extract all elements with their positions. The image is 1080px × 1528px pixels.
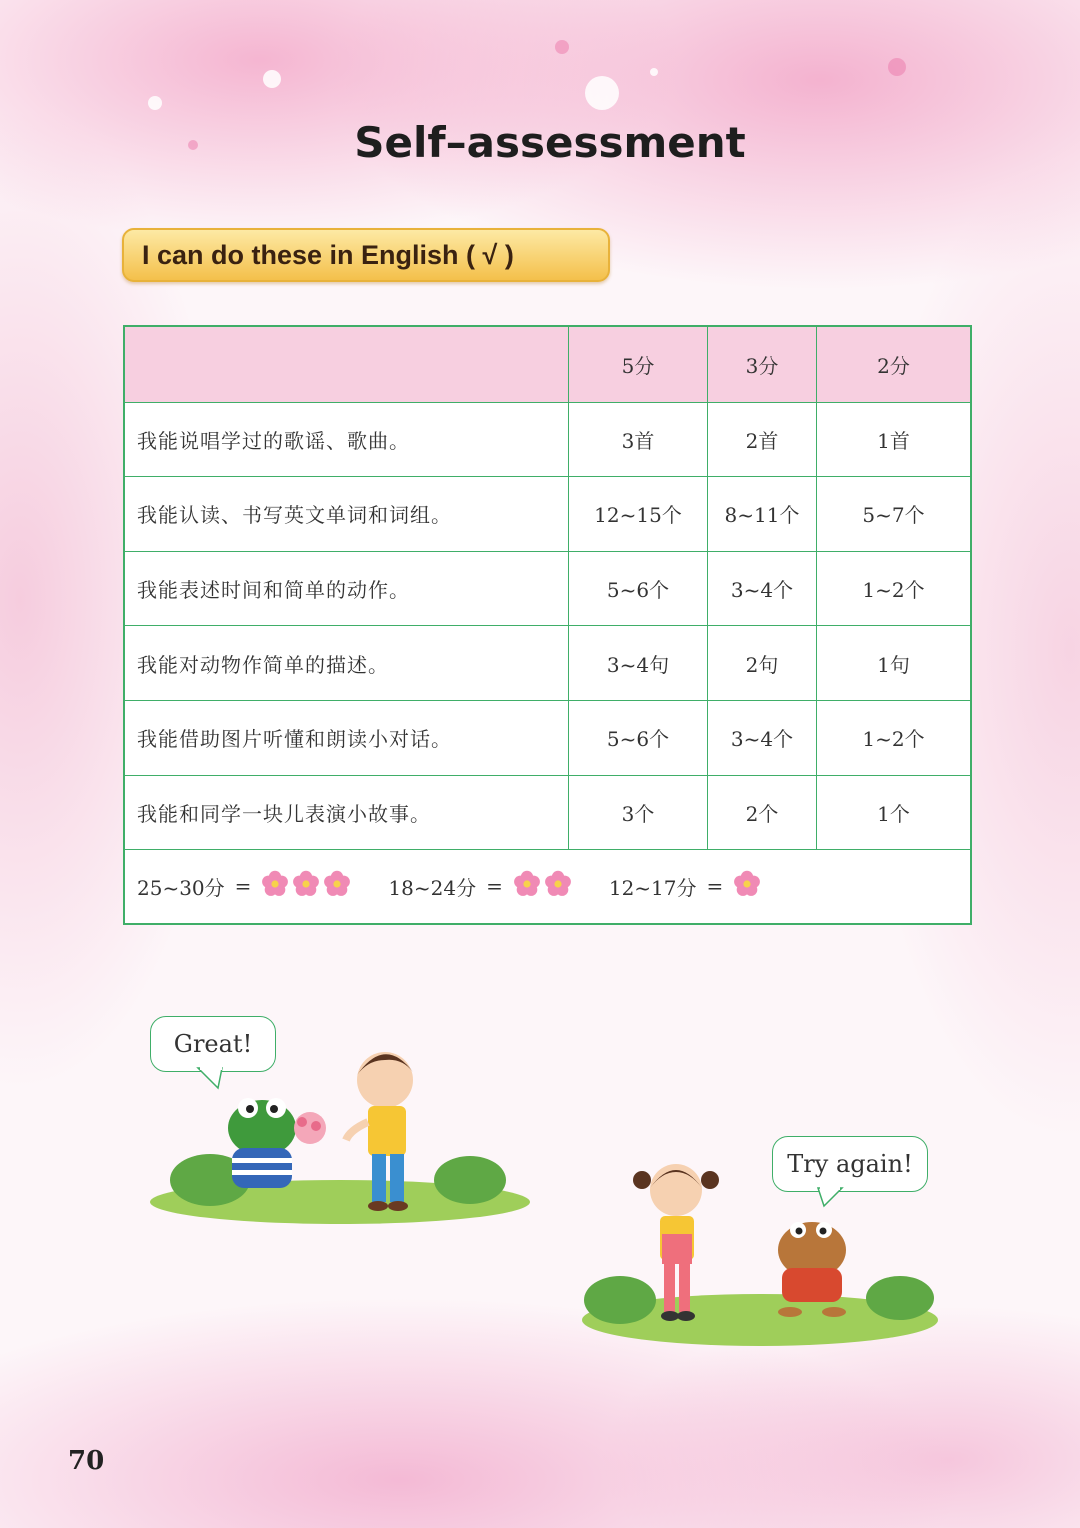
- score-cell[interactable]: 2首: [707, 403, 816, 477]
- score-cell[interactable]: 1句: [816, 626, 970, 700]
- score-cell[interactable]: 1首: [816, 403, 970, 477]
- skill-cell: 我能表述时间和简单的动作。: [137, 578, 410, 603]
- sparkle-dot: [555, 40, 569, 54]
- table-row: [125, 775, 970, 850]
- flower-icon: [323, 870, 351, 898]
- score-cell[interactable]: 3~4个: [707, 552, 816, 626]
- section-banner: [122, 228, 610, 282]
- page-title: Self–assessment: [354, 118, 746, 167]
- score-cell[interactable]: 12~15个: [568, 477, 707, 551]
- sparkle-dot: [263, 70, 281, 88]
- legend-equals: =: [234, 874, 252, 899]
- skill-cell: 我能说唱学过的歌谣、歌曲。: [137, 428, 410, 453]
- sparkle-dot: [148, 96, 162, 110]
- table-row: [125, 402, 970, 477]
- table-row: [125, 700, 970, 775]
- score-cell[interactable]: 3~4句: [568, 626, 707, 700]
- legend-row: [125, 849, 970, 923]
- table-header-row: [125, 327, 970, 402]
- page-number: 70: [68, 1446, 105, 1476]
- skill-cell: 我能对动物作简单的描述。: [137, 652, 389, 677]
- flower-icon: [544, 870, 572, 898]
- speech-text: Try again!: [787, 1150, 913, 1178]
- score-cell[interactable]: 1~2个: [816, 552, 970, 626]
- flower-icon: [513, 870, 541, 898]
- flower-rating: [261, 870, 354, 903]
- header-cell: 2分: [816, 327, 970, 402]
- header-cell: 3分: [707, 327, 816, 402]
- girl-toad-illustration: [580, 1150, 950, 1350]
- flower-rating: [513, 870, 575, 903]
- flower-icon: [292, 870, 320, 898]
- skill-cell: 我能借助图片听懂和朗读小对话。: [137, 727, 452, 752]
- legend-range: 25~30分: [137, 875, 225, 900]
- legend-item: [388, 870, 574, 903]
- legend-equals: =: [706, 874, 724, 899]
- score-cell[interactable]: 1个: [816, 776, 970, 850]
- skill-cell: 我能认读、书写英文单词和词组。: [137, 503, 452, 528]
- boy-frog-illustration: [140, 1030, 540, 1230]
- header-cell: [125, 327, 568, 402]
- score-cell[interactable]: 5~6个: [568, 552, 707, 626]
- header-cell: 5分: [568, 327, 707, 402]
- table-row: [125, 625, 970, 700]
- score-cell[interactable]: 3~4个: [707, 701, 816, 775]
- sparkle-dot: [888, 58, 906, 76]
- score-cell[interactable]: 3首: [568, 403, 707, 477]
- banner-label: I can do these in English ( √ ): [142, 239, 514, 270]
- score-legend: [125, 850, 798, 922]
- sparkle-dot: [650, 68, 658, 76]
- speech-text: Great!: [173, 1030, 253, 1058]
- flower-rating: [733, 870, 764, 903]
- legend-item: [609, 870, 764, 903]
- flower-icon: [733, 870, 761, 898]
- legend-range: 18~24分: [388, 875, 477, 900]
- flower-icon: [261, 870, 289, 898]
- sparkle-dot: [585, 76, 619, 110]
- score-cell[interactable]: 2个: [707, 776, 816, 850]
- score-cell[interactable]: 5~7个: [816, 477, 970, 551]
- skill-cell: 我能和同学一块儿表演小故事。: [137, 801, 431, 826]
- table-row: [125, 551, 970, 626]
- legend-equals: =: [486, 874, 503, 899]
- legend-item: [137, 870, 354, 903]
- legend-range: 12~17分: [608, 875, 697, 900]
- score-cell[interactable]: 5~6个: [568, 701, 707, 775]
- score-cell[interactable]: 8~11个: [707, 477, 816, 551]
- score-cell[interactable]: 2句: [707, 626, 816, 700]
- score-cell[interactable]: 3个: [568, 776, 707, 850]
- score-cell[interactable]: 1~2个: [816, 701, 970, 775]
- assessment-table: [123, 325, 972, 925]
- table-row: [125, 476, 970, 551]
